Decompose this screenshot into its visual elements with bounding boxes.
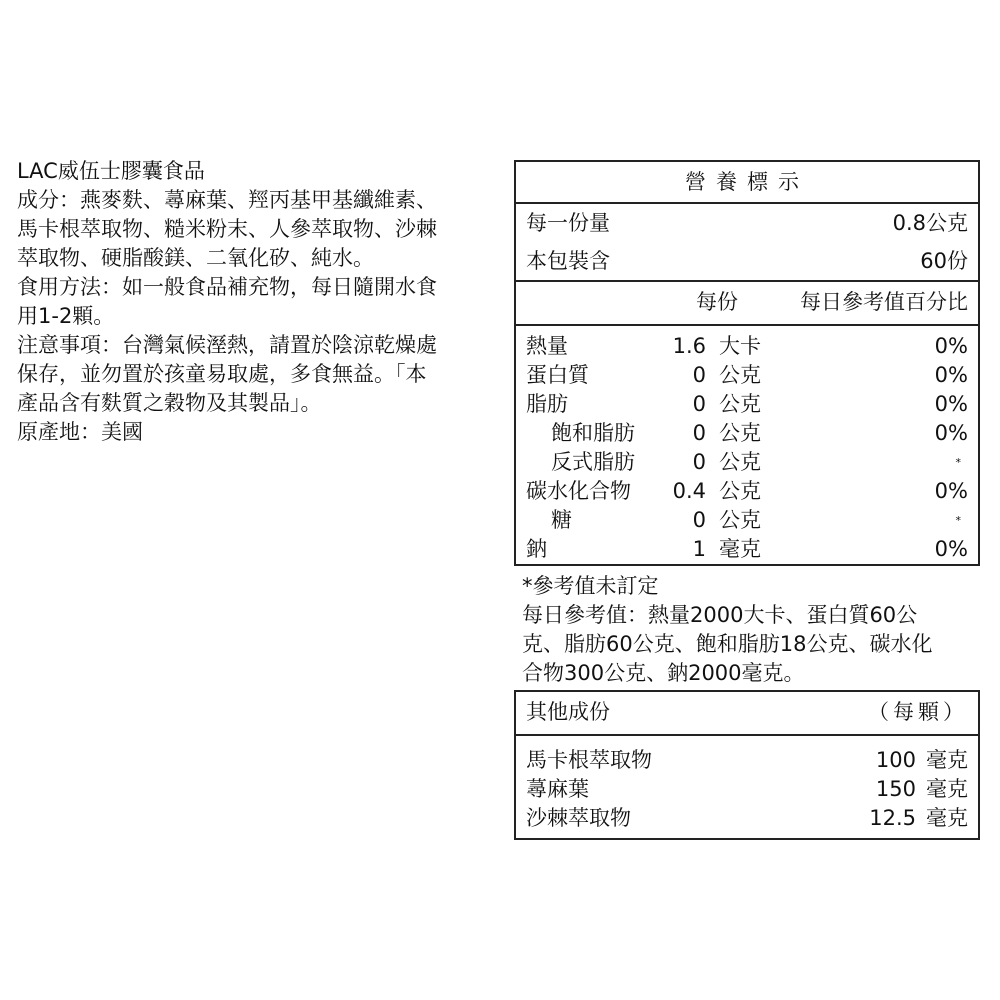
ingredient-unit: 毫克 (926, 748, 968, 772)
daily-value-header: 每日參考值百分比 (800, 290, 968, 314)
nutrient-daily-value: 0% (934, 392, 968, 416)
nutrient-daily-value: 0% (934, 421, 968, 445)
other-ingredients-header (516, 692, 978, 736)
nutrient-unit: 公克 (719, 508, 761, 532)
nutrient-amount: 0 (692, 450, 706, 474)
nutrient-daily-value: * (955, 456, 961, 469)
nutrient-row-carbohydrate (516, 477, 978, 506)
nutrient-amount: 1 (692, 537, 706, 561)
other-ingredients-table (514, 690, 980, 840)
nutrient-row-sugar (516, 506, 978, 535)
ingredient-amount: 12.5 (869, 806, 916, 830)
nutrient-daily-value: * (955, 514, 961, 527)
other-ingredients-title: 其他成份 (526, 700, 610, 724)
nutrient-unit: 毫克 (719, 537, 761, 561)
nutrient-name: 蛋白質 (526, 363, 589, 387)
ingredient-amount: 100 (875, 748, 916, 772)
other-ingredients-list (516, 736, 978, 833)
nutrient-row-saturated-fat (516, 419, 978, 448)
nutrient-daily-value: 0% (934, 363, 968, 387)
footnote-line: 每日參考值：熱量2000大卡、蛋白質60公 (522, 603, 918, 627)
description-line: 產品含有麩質之穀物及其製品」。 (17, 391, 322, 415)
per-serving-header: 每份 (696, 290, 738, 314)
nutrient-row-energy (516, 332, 978, 361)
nutrient-amount: 0.4 (672, 479, 706, 503)
serving-size-row (516, 204, 978, 242)
nutrition-footnotes (522, 572, 982, 688)
nutrient-daily-value: 0% (934, 334, 968, 358)
nutrient-unit: 大卡 (719, 334, 761, 358)
nutrition-table (514, 160, 980, 566)
description-line: 用1-2顆。 (17, 304, 115, 328)
description-line: 注意事項：台灣氣候溼熱，請置於陰涼乾燥處 (17, 333, 437, 357)
nutrient-daily-value: 0% (934, 479, 968, 503)
package-servings-row (516, 242, 978, 282)
nutrient-name: 反式脂肪 (551, 450, 635, 474)
footnote-line: *參考值未訂定 (522, 574, 659, 598)
ingredient-unit: 毫克 (926, 806, 968, 830)
ingredient-row (516, 746, 978, 775)
nutrient-name: 碳水化合物 (526, 479, 631, 503)
description-line: 馬卡根萃取物、糙米粉末、人參萃取物、沙棘 (17, 217, 437, 241)
package-servings-value: 60份 (920, 249, 968, 273)
ingredient-amount: 150 (875, 777, 916, 801)
nutrient-name: 鈉 (526, 537, 547, 561)
nutrient-name: 熱量 (526, 334, 568, 358)
nutrient-row-sodium (516, 535, 978, 564)
nutrient-amount: 0 (692, 421, 706, 445)
nutrition-title: 營養標示 (516, 162, 978, 204)
ingredient-name: 沙棘萃取物 (526, 806, 631, 830)
nutrient-name: 脂肪 (526, 392, 568, 416)
nutrient-row-fat (516, 390, 978, 419)
description-line: 萃取物、硬脂酸鎂、二氧化矽、純水。 (17, 246, 374, 270)
nutrient-name: 糖 (551, 508, 572, 532)
package-servings-label: 本包裝含 (526, 249, 610, 273)
origin-line: 原產地：美國 (17, 420, 143, 444)
ingredient-row (516, 775, 978, 804)
nutrient-name: 飽和脂肪 (551, 421, 635, 445)
nutrient-amount: 1.6 (672, 334, 706, 358)
footnote-line: 合物300公克、鈉2000毫克。 (522, 661, 805, 685)
nutrient-list (516, 326, 978, 564)
product-description (17, 157, 502, 447)
ingredient-unit: 毫克 (926, 777, 968, 801)
nutrient-amount: 0 (692, 508, 706, 532)
nutrition-column-header (516, 282, 978, 326)
nutrient-unit: 公克 (719, 450, 761, 474)
nutrient-unit: 公克 (719, 479, 761, 503)
nutrient-unit: 公克 (719, 421, 761, 445)
description-line: 食用方法：如一般食品補充物，每日隨開水食 (17, 275, 437, 299)
nutrient-unit: 公克 (719, 392, 761, 416)
nutrient-amount: 0 (692, 363, 706, 387)
description-line: 成分：燕麥麩、蕁麻葉、羥丙基甲基纖維素、 (17, 188, 437, 212)
description-line: 保存，並勿置於孩童易取處，多食無益。「本 (17, 362, 427, 386)
nutrient-row-trans-fat (516, 448, 978, 477)
footnote-line: 克、脂肪60公克、飽和脂肪18公克、碳水化 (522, 632, 933, 656)
nutrient-row-protein (516, 361, 978, 390)
ingredient-name: 馬卡根萃取物 (526, 748, 652, 772)
ingredient-name: 蕁麻葉 (526, 777, 589, 801)
serving-size-value: 0.8公克 (892, 211, 968, 235)
nutrient-daily-value: 0% (934, 537, 968, 561)
nutrient-unit: 公克 (719, 363, 761, 387)
serving-size-label: 每一份量 (526, 211, 610, 235)
ingredient-row (516, 804, 978, 833)
per-capsule-label: （每顆） (868, 700, 968, 724)
product-name: LAC威伍士膠囊食品 (17, 159, 205, 183)
nutrient-amount: 0 (692, 392, 706, 416)
